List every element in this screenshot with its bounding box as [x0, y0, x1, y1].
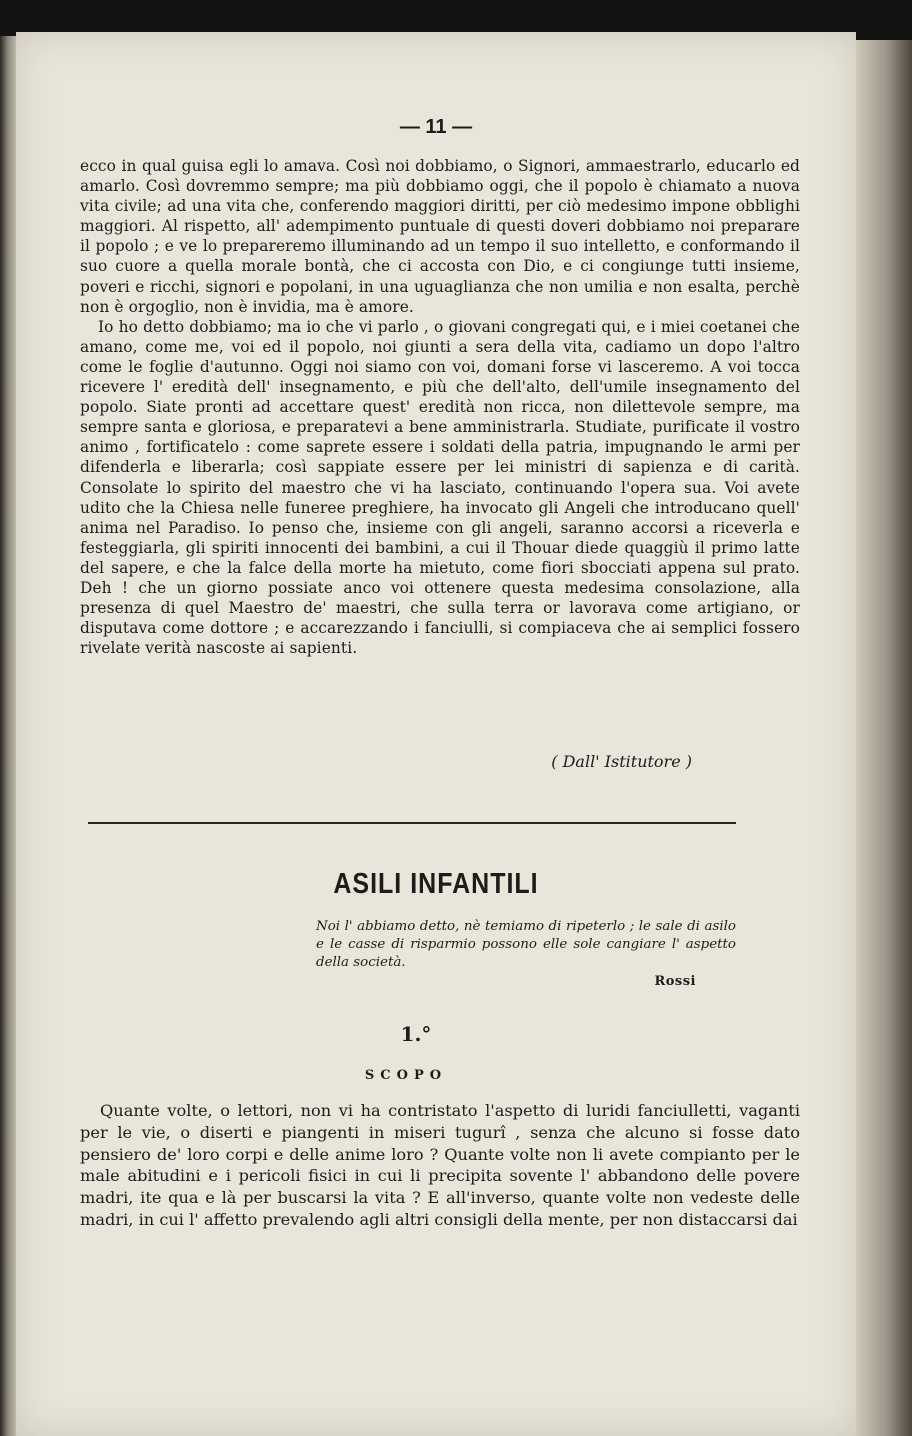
section-number: 1.°	[400, 1022, 432, 1046]
section-divider	[88, 822, 736, 824]
paragraph: Quante volte, o lettori, non vi ha contristato l'aspetto di luridi fanciulletti, vaganti per le vie, o diserti e piangenti in miseri tugurî , senza che alcuno si fosse dato pensiero de' loro corpi e delle anime loro ? Quante volte non li avete compianto per le male abitudini e i pericoli fisici in cui li precipita sovente l' abbandono delle povere madri, ite qua e là per buscarsi la vita ? E all'inverso, quante volte non vedeste delle madri, in cui l' affetto prevalendo agli altri consigli della mente, per non distaccarsi dai	[80, 1101, 800, 1229]
paragraph: ecco in qual guisa egli lo amava. Così noi dobbiamo, o Signori, ammaestrarlo, educarlo ed amarlo. Così dovremmo sempre; ma più dobbiamo oggi, che il popolo è chiamato a nuova vita civile; ad una vita che, conferendo maggiori diritti, per ciò medesimo impone obblighi maggiori. Al rispetto, all' adempimento puntuale di questi doveri dobbiamo noi preparare il popolo ; e ve lo prepareremo illuminando ad un tempo il suo intelletto, e conformando il suo cuore a quella morale bontà, che ci accosta con Dio, e ci congiunge tutti insieme, poveri e ricchi, signori e popolani, in una uguaglianza che non umilia e non esalta, perchè non è orgoglio, non è invidia, ma è amore.	[80, 157, 800, 316]
source-attribution: ( Dall' Istitutore )	[551, 752, 692, 771]
epigraph: Noi l' abbiamo detto, nè temiamo di ripeterlo ; le sale di asilo e le casse di risparmio possono elle sole cangiare l' aspetto della società.	[316, 919, 736, 970]
article-body	[80, 156, 800, 658]
section-title: ASILI INFANTILI	[333, 867, 539, 901]
section-body	[80, 1100, 800, 1231]
section-subtitle: SCOPO	[364, 1068, 448, 1083]
page-number: — 11 —	[399, 116, 473, 138]
book-page	[16, 32, 856, 1436]
right-page-edge	[852, 40, 912, 1436]
paragraph: Io ho detto dobbiamo; ma io che vi parlo , o giovani congregati qui, e i miei coetanei che amano, come me, voi ed il popolo, noi giunti a sera della vita, cadiamo un dopo l'altro come le foglie d'autunno. Oggi noi siamo con voi, domani forse vi lasceremo. A voi tocca ricevere l' eredità dell' insegnamento, e più che dell'alto, dell'umile insegnamento del popolo. Siate pronti ad accettare quest' eredità non ricca, non dilettevole sempre, ma sempre santa e gloriosa, e preparatevi a bene amministrarla. Studiate, purificate il vostro animo , fortificatelo : come saprete essere i soldati della patria, impugnando le armi per difenderla e liberarla; così sappiate essere per lei ministri di sapienza e di carità. Consolate lo spirito del maestro che vi ha lasciato, continuando l'opera sua. Voi avete udito che la Chiesa nelle funeree preghiere, ha invocato gli Angeli che introducano quell' anima nel Paradiso. Io penso che, insieme con gli angeli, saranno accorsi a riceverla e festeggiarla, gli spiriti innocenti dei bambini, a cui il Thouar diede quaggiù il primo latte del sapere, e che la falce della morte ha mietuto, come fiori sbocciati appena sul prato. Deh ! che un giorno possiate anco voi ottenere questa medesima consolazione, alla presenza di quel Maestro de' maestri, che sulla terra or lavorava come artigiano, or disputava come dottore ; e accarezzando i fanciulli, si compiaceva che ai semplici fossero rivelate verità nascoste ai sapienti.	[80, 317, 800, 658]
epigraph-author: Rossi	[654, 974, 696, 989]
